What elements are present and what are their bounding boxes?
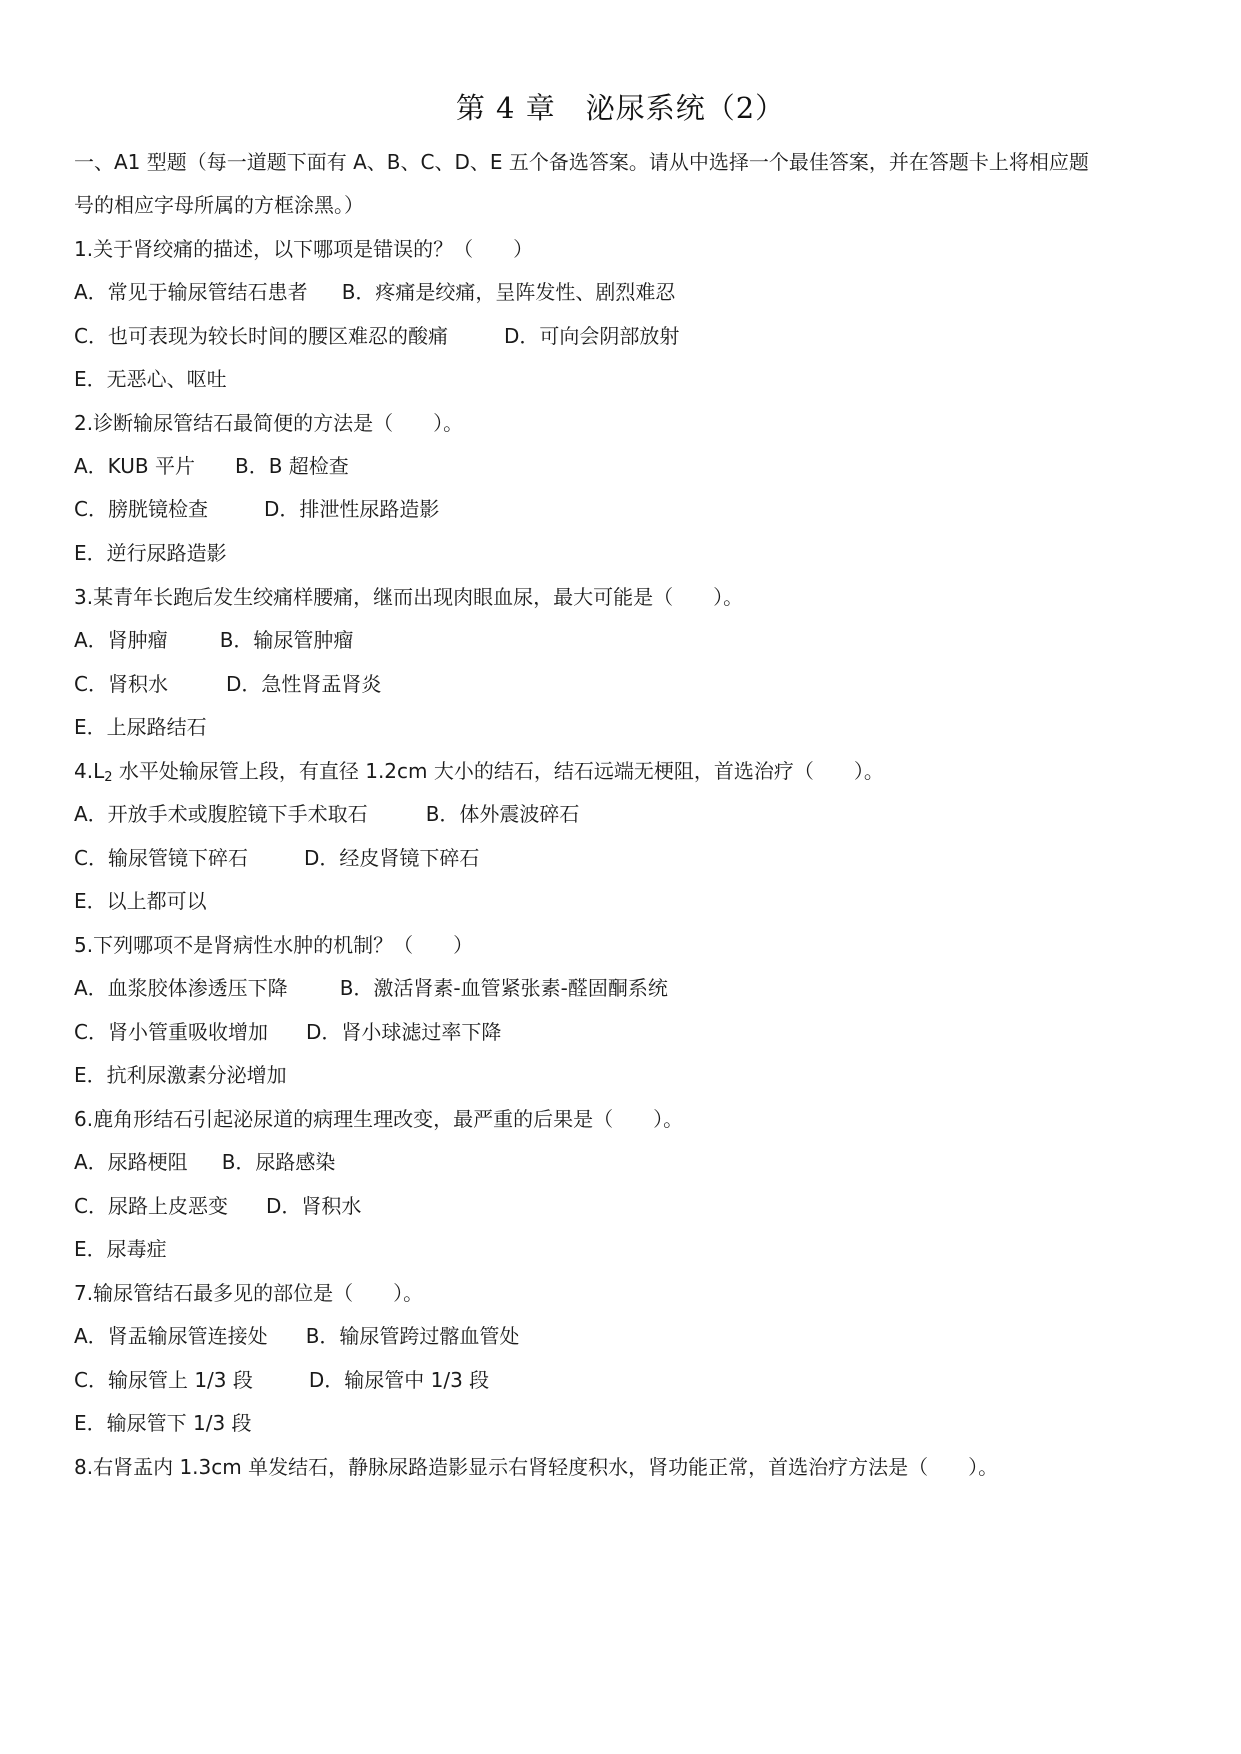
question-1-options-row-2: [74, 322, 679, 350]
option-c: C．膀胱镜检查: [74, 497, 208, 521]
option-c: C．肾小管重吸收增加: [74, 1020, 268, 1044]
option-d: D．肾小球滤过率下降: [305, 1020, 502, 1044]
question-4-options-row-2: [74, 844, 479, 872]
option-d: D．输尿管中 1/3 段: [308, 1368, 490, 1392]
page-title: 第 4 章 泌尿系统（2）: [455, 91, 786, 125]
option-c: C．肾积水: [74, 672, 168, 696]
question-2-stem: 2.诊断输尿管结石最简便的方法是（ ）。: [74, 411, 464, 435]
option-c: C．也可表现为较长时间的腰区难忍的酸痛: [74, 324, 448, 348]
question-5-options-row-2: [74, 1018, 501, 1046]
question-5-options-row-3: [74, 1061, 287, 1089]
question-4-stem: [74, 757, 884, 792]
option-e: E．上尿路结石: [74, 715, 207, 739]
question-6-stem: 6.鹿角形结石引起泌尿道的病理生理改变，最严重的后果是（ ）。: [74, 1107, 684, 1131]
question-2-options-row-2: [74, 495, 439, 523]
option-e: E．以上都可以: [74, 889, 207, 913]
option-d: D．经皮肾镜下碎石: [303, 846, 480, 870]
option-b: B．尿路感染: [221, 1150, 336, 1174]
question-1-options-row-1: [74, 278, 675, 306]
option-d: D．排泄性尿路造影: [263, 497, 440, 521]
question-4-options-row-3: [74, 887, 207, 915]
question-6-options-row-2: [74, 1192, 361, 1220]
question-1-options-row-3: [74, 365, 227, 393]
option-c: C．尿路上皮恶变: [74, 1194, 228, 1218]
option-a: A．血浆胶体渗透压下降: [74, 976, 288, 1000]
option-e: E．抗利尿激素分泌增加: [74, 1063, 287, 1087]
question-4-options-row-1: [74, 800, 579, 828]
option-a: A．肾盂输尿管连接处: [74, 1324, 268, 1348]
section-instruction-line-1: 一、A1 型题（每一道题下面有 A、B、C、D、E 五个备选答案。请从中选择一个最佳答案，并在答题卡上将相应题: [74, 150, 1089, 174]
question-2-options-row-1: [74, 452, 349, 480]
option-d: D．可向会阴部放射: [503, 324, 680, 348]
option-e: E．输尿管下 1/3 段: [74, 1411, 252, 1435]
option-e: E．尿毒症: [74, 1237, 167, 1261]
option-a: A．KUB 平片: [74, 454, 195, 478]
question-7-stem: 7.输尿管结石最多见的部位是（ ）。: [74, 1281, 424, 1305]
question-2-options-row-3: [74, 539, 227, 567]
question-4-stem-subscript: 2: [104, 770, 113, 785]
option-c: C．输尿管镜下碎石: [74, 846, 248, 870]
question-7-options-row-1: [74, 1322, 519, 1350]
option-b: B．B 超检查: [234, 454, 349, 478]
question-3-options-row-3: [74, 713, 207, 741]
question-3-stem: 3.某青年长跑后发生绞痛样腰痛，继而出现肉眼血尿，最大可能是（ ）。: [74, 585, 744, 609]
option-a: A．常见于输尿管结石患者: [74, 280, 308, 304]
question-8-stem: 8.右肾盂内 1.3cm 单发结石，静脉尿路造影显示右肾轻度积水，肾功能正常，首选治疗方法是（ ）。: [74, 1455, 999, 1479]
question-6-options-row-3: [74, 1235, 167, 1263]
question-6-options-row-1: [74, 1148, 335, 1176]
question-7-options-row-3: [74, 1409, 252, 1437]
option-b: B．体外震波碎石: [425, 802, 580, 826]
question-7-options-row-2: [74, 1366, 489, 1394]
option-e: E．逆行尿路造影: [74, 541, 227, 565]
question-4-stem-prefix: 4.L: [74, 759, 105, 783]
question-5-options-row-1: [74, 974, 668, 1002]
option-b: B．输尿管跨过髂血管处: [305, 1324, 520, 1348]
option-b: B．输尿管肿瘤: [219, 628, 354, 652]
option-b: B．疼痛是绞痛，呈阵发性、剧烈难忍: [341, 280, 676, 304]
option-a: A．肾肿瘤: [74, 628, 168, 652]
option-e: E．无恶心、呕吐: [74, 367, 227, 391]
option-c: C．输尿管上 1/3 段: [74, 1368, 253, 1392]
question-1-stem: 1.关于肾绞痛的描述，以下哪项是错误的？（ ）: [74, 237, 534, 261]
option-a: A．开放手术或腹腔镜下手术取石: [74, 802, 368, 826]
option-d: D．肾积水: [265, 1194, 362, 1218]
question-3-options-row-1: [74, 626, 353, 654]
question-3-options-row-2: [74, 670, 381, 698]
question-5-stem: 5.下列哪项不是肾病性水肿的机制？（ ）: [74, 933, 474, 957]
option-b: B．激活肾素-血管紧张素-醛固酮系统: [339, 976, 668, 1000]
option-d: D．急性肾盂肾炎: [225, 672, 382, 696]
question-4-stem-text: 水平处输尿管上段，有直径 1.2cm 大小的结石，结石远端无梗阻，首选治疗（ ）。: [112, 759, 884, 783]
option-a: A．尿路梗阻: [74, 1150, 188, 1174]
section-instruction-line-2: 号的相应字母所属的方框涂黑。）: [74, 193, 364, 217]
